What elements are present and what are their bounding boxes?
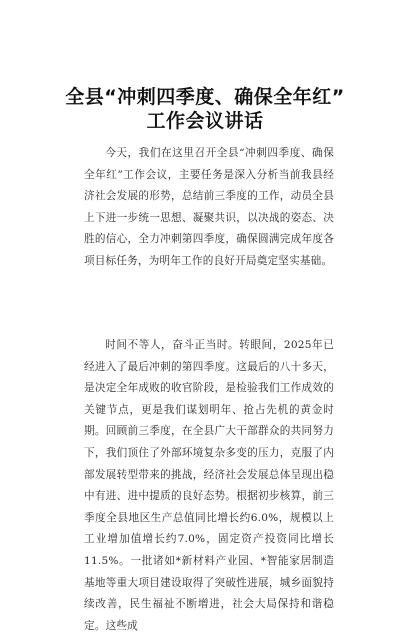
- paragraph-review: 时间不等人，奋斗正当时。转眼间，2025年已经进入了最后冲刺的第四季度。这最后的八十多天，是决定全年成败的收官阶段，是检验我们工作成效的关键节点，更是我们谋划明年、抢占先机的黄金时期。回顾前三季度，在全县广大干部群众的共同努力下，我们顶住了外部环境复杂多变的压力，克服了内部发展转型带来的挑战，经济社会发展总体呈现出稳中有进、进中提质的良好态势。根据初步核算，前三季度全县地区生产总值同比增长约6.0%，规模以上工业增加值增长约7.0%，固定资产投资同比增长11.5%。一批诸如*新材料产业园、*智能家居制造基地等重大项目建设取得了突破性进展，城乡面貌持续改善，民生福祉不断增进，社会大局保持和谐稳定。这些成: [84, 339, 334, 632]
- paragraph-intro: 今天，我们在这里召开全县“冲刺四季度、确保全年红”工作会议，主要任务是深入分析当前我县经济社会发展的形势，总结前三季度的工作，动员全县上下进一步统一思想、凝聚共识，以决战的姿态、决胜的信心，全力冲刺第四季度，确保圆满完成年度各项目标任务，为明年工作的良好开局奠定坚实基础。: [84, 147, 334, 267]
- document-subtitle: 工作会议讲话: [146, 110, 264, 132]
- document-title: 全县“冲刺四季度、确保全年红”: [65, 86, 345, 108]
